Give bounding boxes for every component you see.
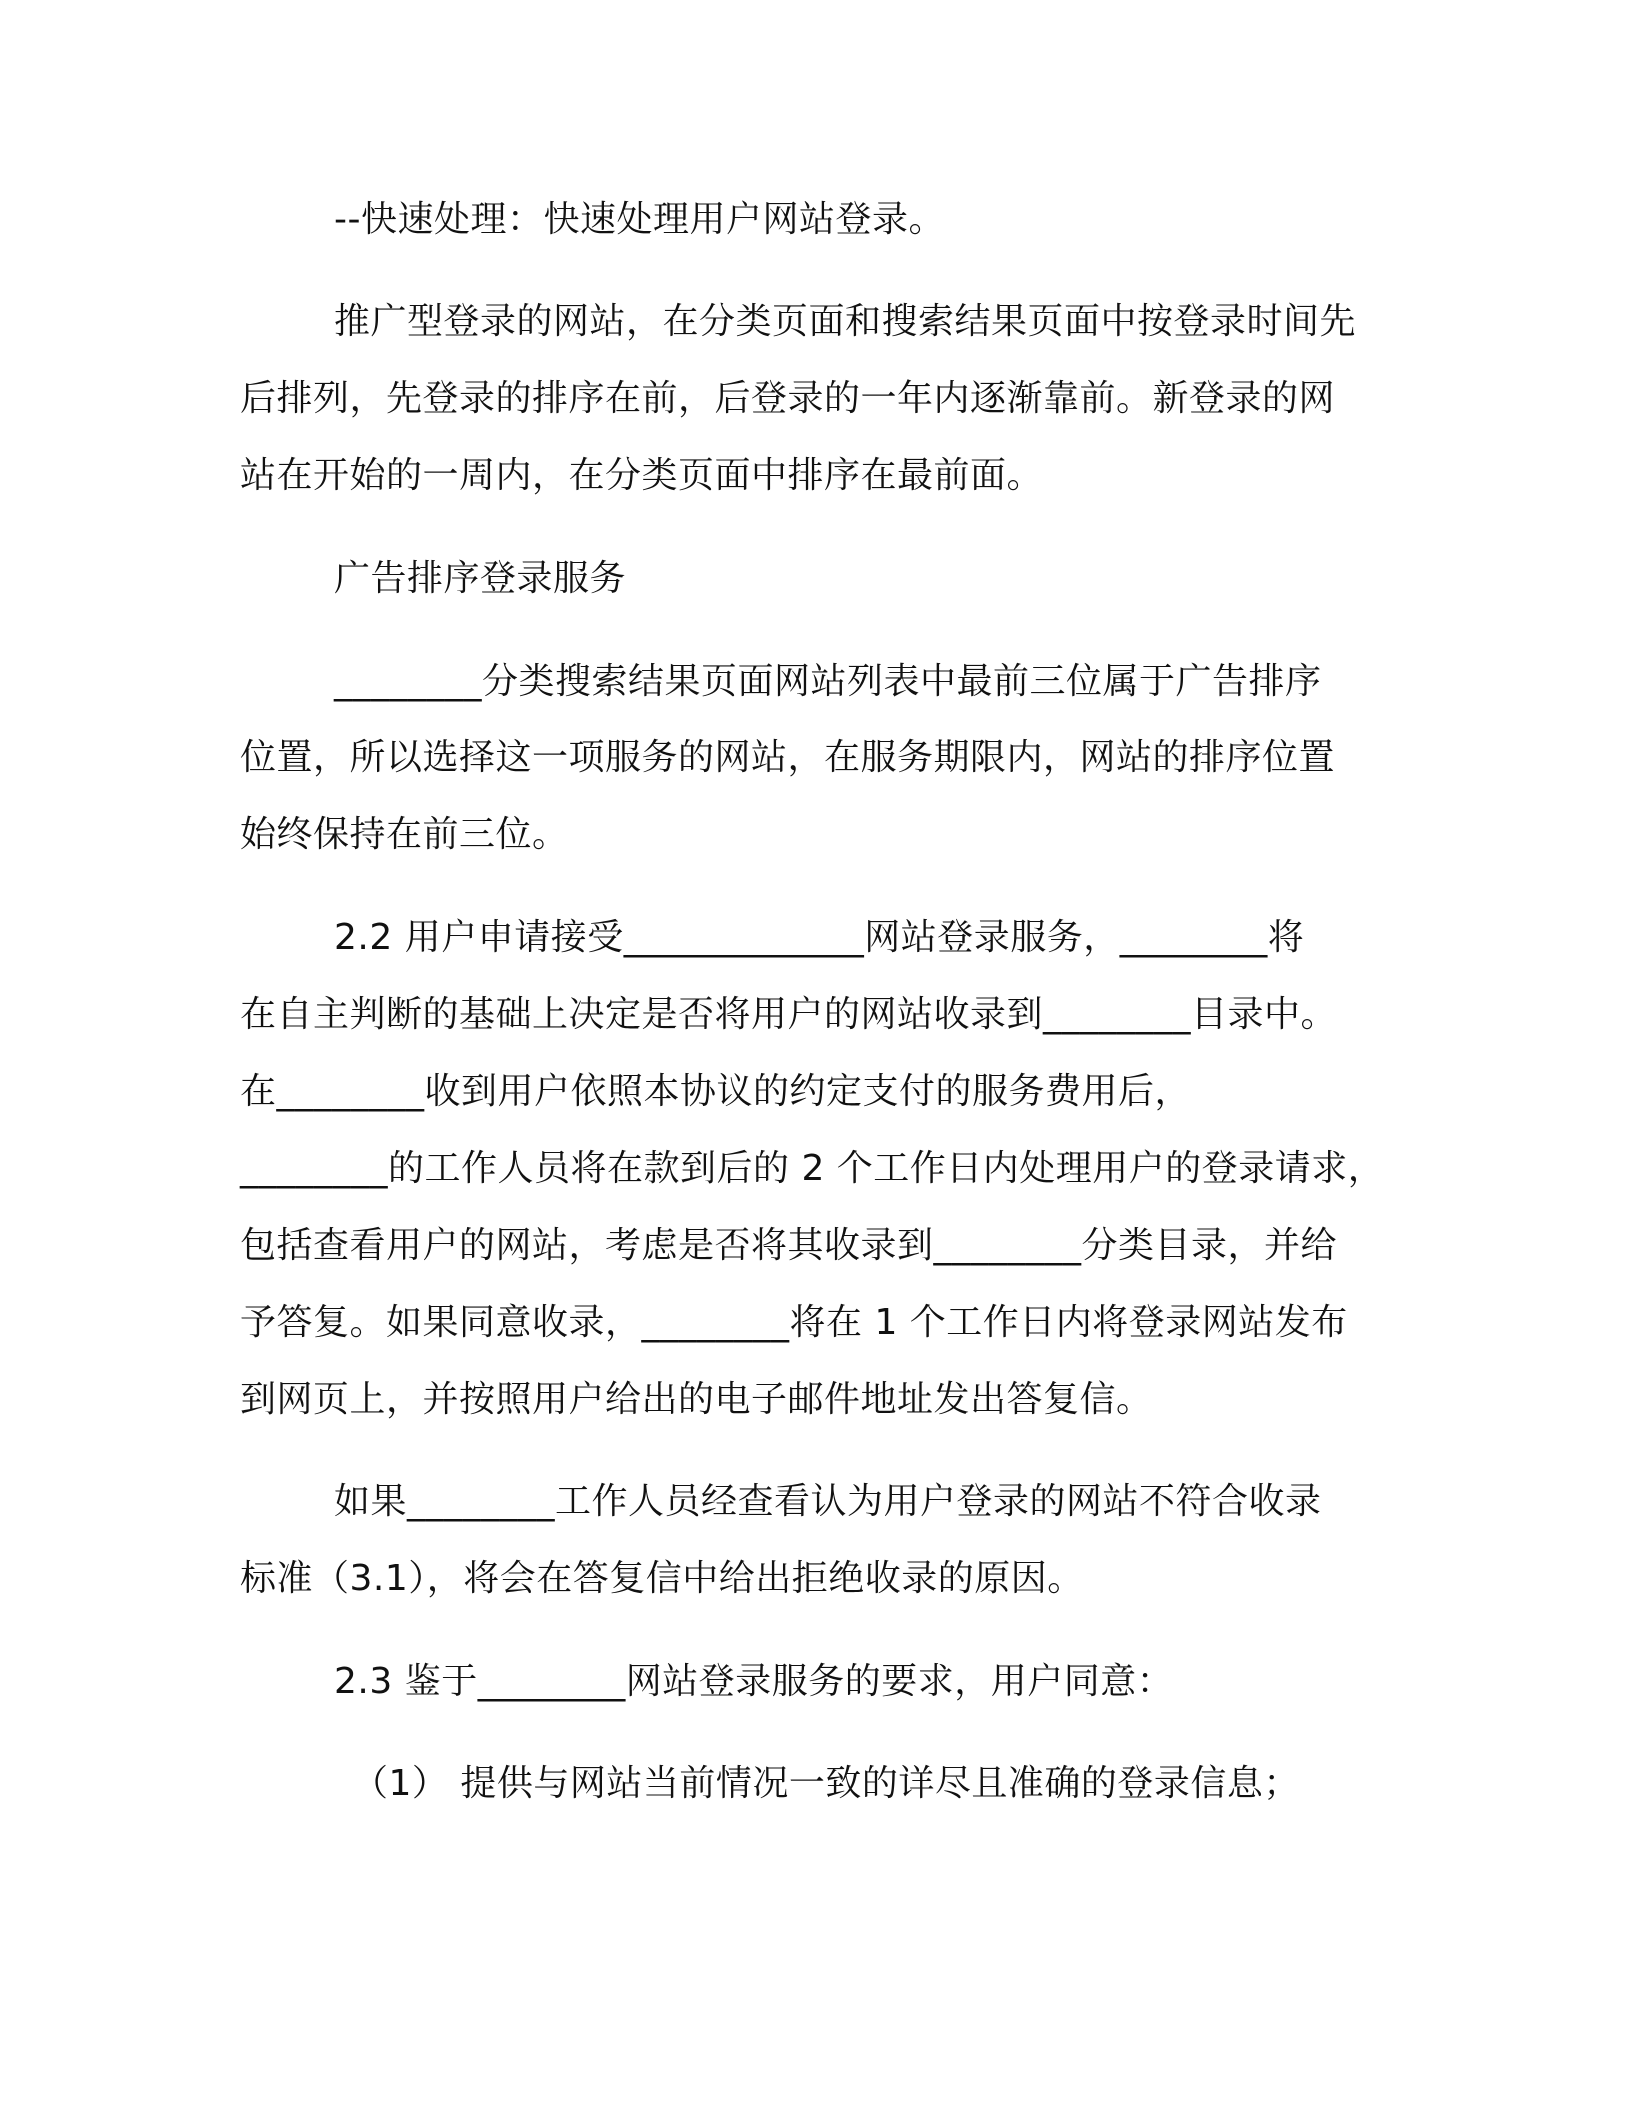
text-line-ad-3: 始终保持在前三位。 (240, 814, 569, 855)
text-line-2-2-3: 在________收到用户依照本协议的约定支付的服务费用后， (240, 1071, 1192, 1112)
text-line-2-2-6: 予答复。如果同意收录，________将在 1 个工作日内将登录网站发布 (240, 1302, 1348, 1343)
text-line-reject-2: 标准（3.1），将会在答复信中给出拒绝收录的原因。 (240, 1558, 1084, 1599)
text-line-promo-2: 后排列，先登录的排序在前，后登录的一年内逐渐靠前。新登录的网 (240, 378, 1336, 419)
text-line-ad-1: ________分类搜索结果页面网站列表中最前三位属于广告排序 (334, 661, 1322, 702)
text-line-2-2-1: 2.2 用户申请接受_____________网站登录服务，________将 (334, 917, 1305, 958)
section-heading-ad-ranking: 广告排序登录服务 (334, 558, 627, 599)
text-line-reject-1: 如果________工作人员经查看认为用户登录的网站不符合收录 (334, 1481, 1322, 1522)
text-line-2-2-5: 包括查看用户的网站，考虑是否将其收录到________分类目录，并给 (240, 1225, 1338, 1266)
text-line-2-2-2: 在自主判断的基础上决定是否将用户的网站收录到________目录中。 (240, 994, 1338, 1035)
text-line-promo-3: 站在开始的一周内，在分类页面中排序在最前面。 (240, 455, 1044, 496)
text-line-quick-processing: --快速处理：快速处理用户网站登录。 (334, 199, 945, 240)
text-line-2-2-4: ________的工作人员将在款到后的 2 个工作日内处理用户的登录请求， (240, 1148, 1385, 1189)
text-line-promo-1: 推广型登录的网站，在分类页面和搜索结果页面中按登录时间先 (334, 301, 1357, 342)
text-line-ad-2: 位置，所以选择这一项服务的网站，在服务期限内，网站的排序位置 (240, 737, 1336, 778)
text-line-2-3: 2.3 鉴于________网站登录服务的要求，用户同意： (334, 1661, 1174, 1702)
text-line-2-2-7: 到网页上，并按照用户给出的电子邮件地址发出答复信。 (240, 1379, 1153, 1420)
list-item-1: （1） 提供与网站当前情况一致的详尽且准确的登录信息； (352, 1763, 1300, 1804)
